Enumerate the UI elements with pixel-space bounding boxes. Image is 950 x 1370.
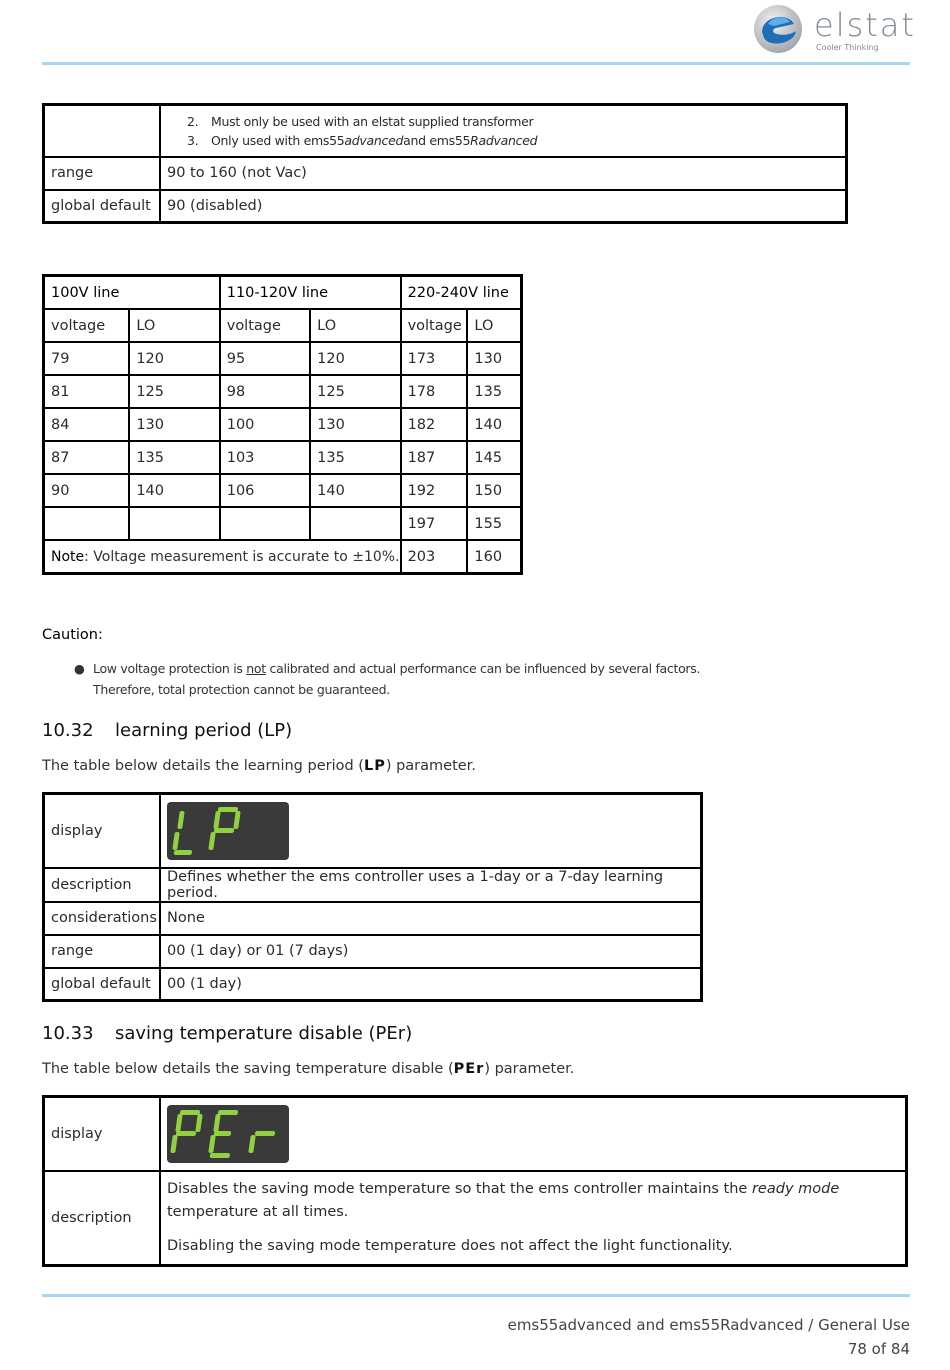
brand-name: elstat — [814, 6, 916, 44]
page-number: 78 of 84 — [847, 1340, 910, 1358]
row-label: description — [44, 868, 161, 902]
table-cell: 135 — [129, 441, 219, 474]
row-value: Defines whether the ems controller uses a 1-day or a 7-day learning period. — [160, 868, 702, 902]
footer-document-title: ems55advanced and ems55Radvanced / General Use — [507, 1316, 910, 1334]
section-intro-lp: The table below details the learning period (LP) parameter. — [42, 758, 476, 774]
table-cell: 140 — [467, 408, 521, 441]
header-100v: 100V line — [44, 276, 220, 310]
table-cell: 192 — [401, 474, 468, 507]
table-cell — [220, 507, 310, 540]
range-value: 90 to 160 (not Vac) — [160, 157, 847, 190]
header-110-120v: 110-120V line — [220, 276, 401, 310]
table-cell: 81 — [44, 375, 130, 408]
lcd-per-segments — [167, 1105, 289, 1163]
display-cell — [160, 794, 702, 868]
subheader-cell: LO — [467, 309, 521, 342]
row-label: global default — [44, 968, 161, 1001]
table-cell: 120 — [310, 342, 400, 375]
lcd-display-lp — [167, 802, 289, 860]
table-cell: 98 — [220, 375, 310, 408]
row-value: None — [160, 902, 702, 935]
note-label: Note — [51, 548, 85, 565]
voltage-threshold-table — [42, 274, 523, 575]
table-cell: 178 — [401, 375, 468, 408]
table-cell: 106 — [220, 474, 310, 507]
note-text: : Voltage measurement is accurate to ±10%. — [84, 548, 400, 565]
table-cell: 87 — [44, 441, 130, 474]
table-cell: 135 — [467, 375, 521, 408]
default-label: global default — [44, 190, 161, 223]
description-label: description — [44, 1171, 161, 1266]
subheader-cell: voltage — [220, 309, 310, 342]
subheader-cell: voltage — [44, 309, 130, 342]
row-label: considerations — [44, 902, 161, 935]
table-cell: 197 — [401, 507, 468, 540]
table-cell: 103 — [220, 441, 310, 474]
brand-tagline: Cooler Thinking — [816, 43, 879, 52]
table-cell — [44, 507, 130, 540]
table-cell: 203 — [401, 540, 468, 574]
display-label: display — [44, 1097, 161, 1171]
section-intro-per: The table below details the saving temperature disable (PEr) parameter. — [42, 1061, 575, 1077]
subheader-cell: LO — [129, 309, 219, 342]
elstat-logo — [752, 2, 916, 60]
table-row — [44, 540, 522, 574]
table-cell: 120 — [129, 342, 219, 375]
section-heading-per: 10.33 saving temperature disable (PEr) — [42, 1023, 413, 1044]
subheader-cell: LO — [310, 309, 400, 342]
empty-cell — [44, 105, 161, 157]
bullet-icon: ● — [74, 661, 85, 676]
note-2: 2. Must only be used with an elstat supplied transformer — [187, 113, 534, 129]
range-label: range — [44, 157, 161, 190]
table-cell: 140 — [310, 474, 400, 507]
note-3: 3. Only used with ems55advancedand ems55Radvanced — [187, 132, 538, 148]
table-cell — [310, 507, 400, 540]
table-cell: 95 — [220, 342, 310, 375]
notes-cell — [160, 105, 847, 157]
previous-parameter-table — [42, 103, 848, 224]
row-value: 00 (1 day) or 01 (7 days) — [160, 935, 702, 968]
caution-list — [74, 658, 774, 700]
row-label: range — [44, 935, 161, 968]
table-cell: 79 — [44, 342, 130, 375]
table-cell: 145 — [467, 441, 521, 474]
description-paragraph: Disabling the saving mode temperature does not affect the light functionality. — [167, 1237, 733, 1254]
table-cell: 140 — [129, 474, 219, 507]
table-cell: 135 — [310, 441, 400, 474]
lcd-lp-segments — [167, 802, 289, 860]
table-cell: 130 — [310, 408, 400, 441]
description-paragraph: Disables the saving mode temperature so that the ems controller maintains the ready mode temperature at all times. — [167, 1180, 840, 1220]
footer-rule — [42, 1294, 910, 1297]
table-cell: 173 — [401, 342, 468, 375]
table-cell: 182 — [401, 408, 468, 441]
lp-parameter-table — [42, 792, 703, 1002]
table-cell: 125 — [310, 375, 400, 408]
display-label: display — [44, 794, 161, 868]
lcd-display-per — [167, 1105, 289, 1163]
table-cell: 155 — [467, 507, 521, 540]
row-value: 00 (1 day) — [160, 968, 702, 1001]
table-cell: 125 — [129, 375, 219, 408]
table-cell: 84 — [44, 408, 130, 441]
display-cell — [160, 1097, 907, 1171]
table-row — [44, 342, 522, 375]
elstat-logo-icon — [752, 2, 804, 54]
list-item: ● Low voltage protection is not calibrated and actual performance can be influenced by several factors. Therefore, total protection cannot be guaranteed. — [74, 658, 774, 700]
description-cell — [160, 1171, 907, 1266]
table-cell: 90 — [44, 474, 130, 507]
header-220-240v: 220-240V line — [401, 276, 522, 310]
subheader-cell: voltage — [401, 309, 468, 342]
table-row — [44, 375, 522, 408]
caution-heading: Caution: — [42, 627, 103, 643]
table-cell: 130 — [467, 342, 521, 375]
default-value: 90 (disabled) — [160, 190, 847, 223]
table-cell — [129, 507, 219, 540]
section-heading-lp: 10.32 learning period (LP) — [42, 720, 293, 741]
table-row — [44, 474, 522, 507]
table-cell: 150 — [467, 474, 521, 507]
table-cell: 187 — [401, 441, 468, 474]
table-row — [44, 441, 522, 474]
table-cell: 160 — [467, 540, 521, 574]
table-row — [44, 507, 522, 540]
header-rule — [42, 62, 910, 65]
table-row — [44, 408, 522, 441]
per-parameter-table — [42, 1095, 908, 1267]
table-cell: 100 — [220, 408, 310, 441]
table-cell: 130 — [129, 408, 219, 441]
accuracy-note — [44, 540, 401, 574]
